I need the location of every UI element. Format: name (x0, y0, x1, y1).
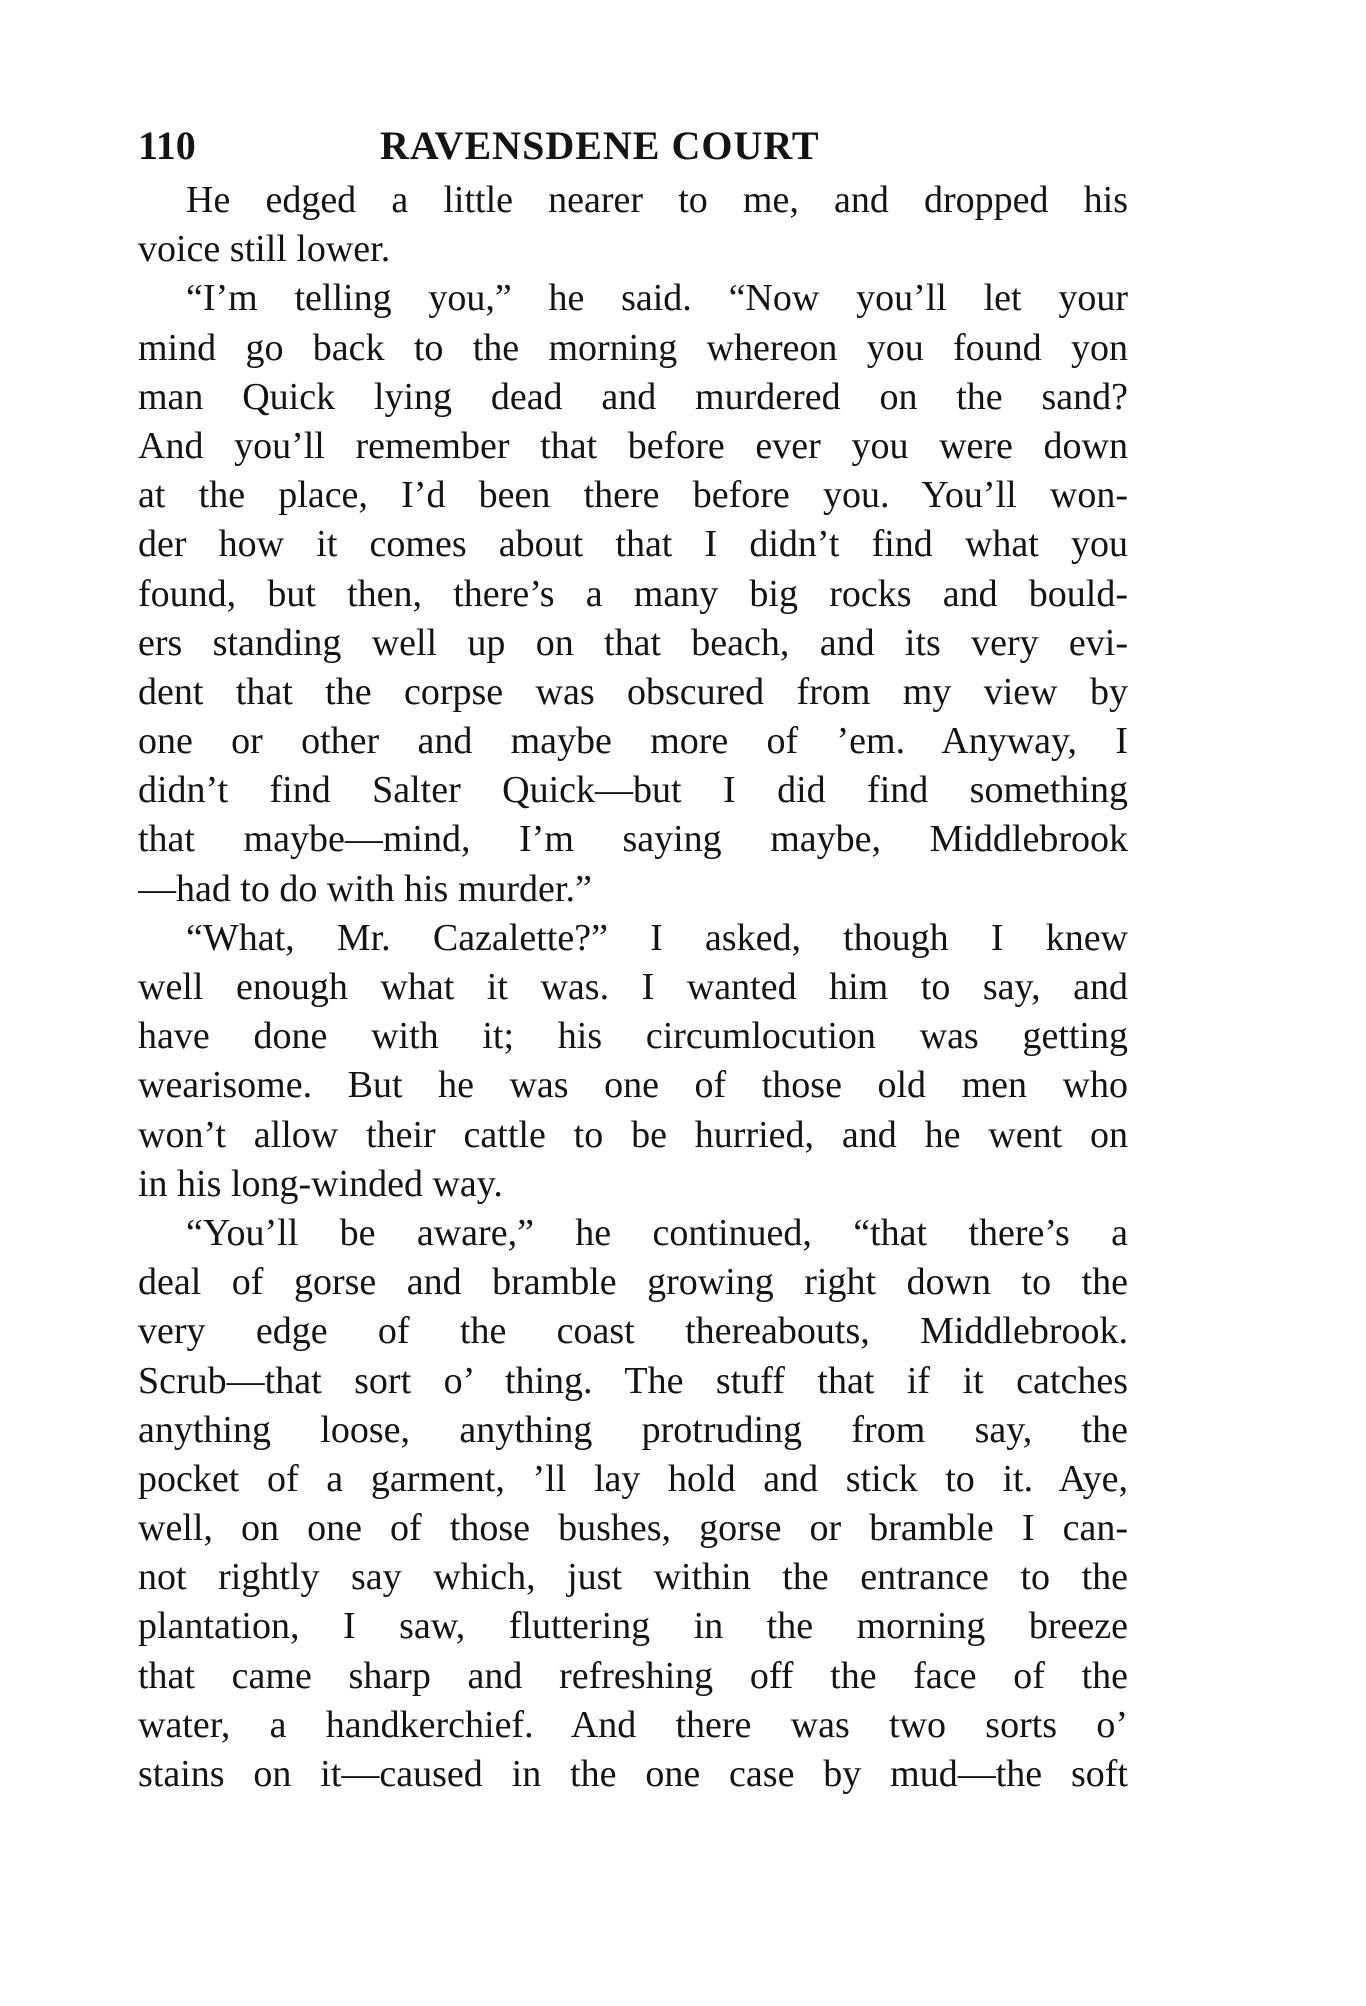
text-line: wearisome. But he was one of those old men who (138, 1064, 1128, 1107)
text-line: ers standing well up on that beach, and its very evi- (138, 621, 1128, 664)
text-line: that maybe—mind, I’m saying maybe, Middlebrook (138, 818, 1128, 861)
text-line: very edge of the coast thereabouts, Middlebrook. (138, 1310, 1128, 1353)
text-line: didn’t find Salter Quick—but I did find something (138, 769, 1128, 812)
text-line: have done with it; his circumlocution was getting (138, 1015, 1128, 1058)
text-line: Scrub—that sort o’ thing. The stuff that if it catches (138, 1359, 1128, 1402)
text-line: “What, Mr. Cazalette?” I asked, though I knew (186, 916, 1128, 959)
running-title: RAVENSDENE COURT (380, 123, 820, 168)
text-line: not rightly say which, just within the entrance to the (138, 1556, 1128, 1599)
text-line: anything loose, anything protruding from say, the (138, 1408, 1128, 1451)
text-line: found, but then, there’s a many big rocks and bould- (138, 572, 1128, 615)
text-line: man Quick lying dead and murdered on the sand? (138, 375, 1128, 418)
text-line: well enough what it was. I wanted him to say, and (138, 966, 1128, 1008)
text-line: mind go back to the morning whereon you found yon (138, 326, 1128, 369)
text-line: deal of gorse and bramble growing right down to the (138, 1261, 1128, 1304)
page-header (138, 118, 1128, 174)
text-line: der how it comes about that I didn’t find what you (138, 523, 1128, 566)
text-line: “I’m telling you,” he said. “Now you’ll let your (186, 277, 1128, 320)
text-line: well, on one of those bushes, gorse or bramble I can- (138, 1507, 1128, 1550)
text-line: won’t allow their cattle to be hurried, and he went on (138, 1113, 1128, 1156)
text-line: stains on it—caused in the one case by mud—the soft (138, 1753, 1128, 1795)
text-line: at the place, I’d been there before you. You’ll won- (138, 474, 1128, 517)
text-line: in his long-winded way. (138, 1162, 503, 1205)
text-line: “You’ll be aware,” he continued, “that there’s a (186, 1211, 1128, 1254)
page-number: 110 (138, 123, 196, 168)
text-line: dent that the corpse was obscured from my view by (138, 670, 1128, 713)
text-line: And you’ll remember that before ever you were down (138, 424, 1128, 467)
text-line: that came sharp and refreshing off the face of the (138, 1654, 1128, 1697)
text-line: He edged a little nearer to me, and dropped his (186, 179, 1128, 221)
body-text (138, 176, 1128, 1799)
book-page (138, 118, 1128, 1799)
text-line: water, a handkerchief. And there was two sorts o’ (138, 1703, 1128, 1746)
text-line: voice still lower. (138, 228, 391, 271)
text-line: plantation, I saw, fluttering in the morning breeze (138, 1605, 1128, 1648)
text-line: pocket of a garment, ’ll lay hold and stick to it. Aye, (138, 1457, 1128, 1500)
text-line: one or other and maybe more of ’em. Anyway, I (138, 720, 1128, 763)
text-line: —had to do with his murder.” (138, 867, 592, 910)
